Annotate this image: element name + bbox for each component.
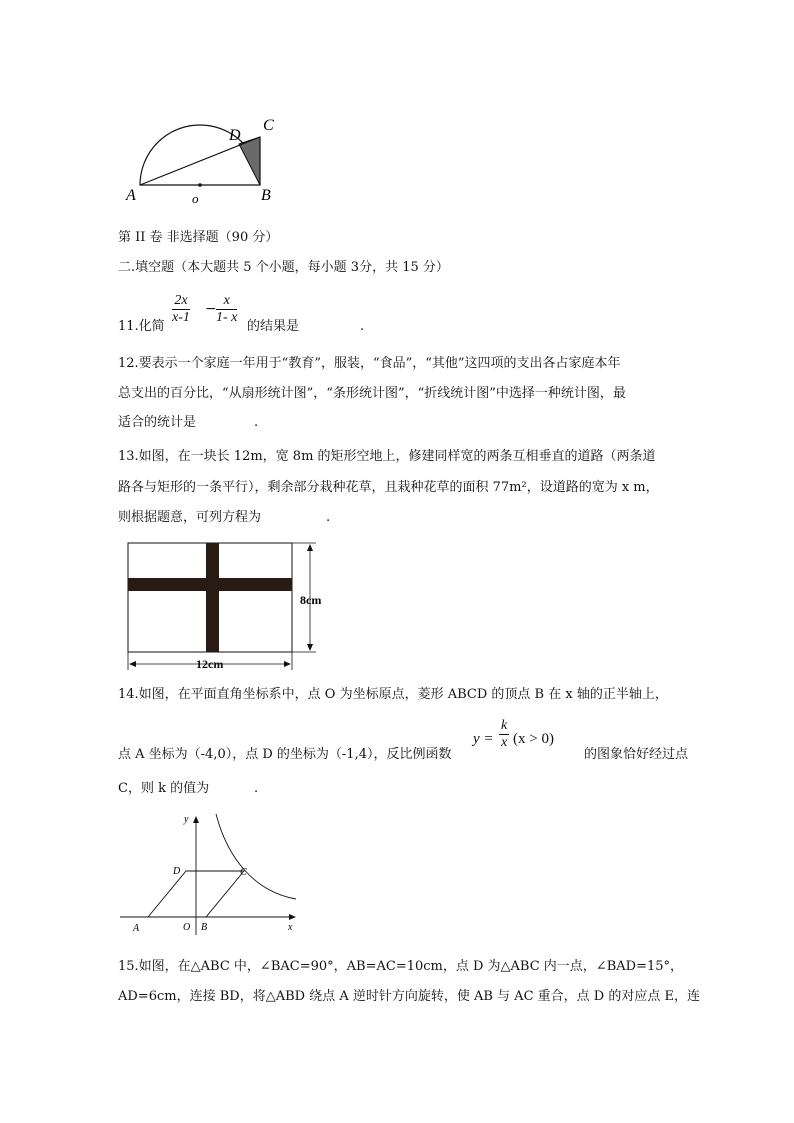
q12-line-3: 适合的统计是: [118, 415, 197, 430]
rhombus-coordinate-figure: [116, 810, 306, 940]
q13-line-1: 13.如图，在一块长 12m，宽 8m 的矩形空地上，修建同样宽的两条互相垂直的道路（两条道: [118, 449, 656, 464]
section-title: 第 II 卷 非选择题（90 分）: [118, 230, 279, 245]
q13-line-2: 路各与矩形的一条平行），剩余部分栽种花草，且栽种花草的面积 77m²，设道路的宽为 x m，: [118, 480, 659, 495]
part-heading: 二.填空题（本大题共 5 个小题，每小题 3分，共 15 分）: [118, 260, 449, 275]
q14-line-2a: 点 A 坐标为（-4,0），点 D 的坐标为（-1,4），反比例函数: [118, 747, 452, 762]
label-d: D: [229, 127, 241, 144]
q14-function-expression: y = $\frac{k}{x}$ (x > 0): [473, 718, 554, 750]
rectangle-road-figure: [120, 535, 340, 675]
q14-line-3: C，则 k 的值为: [118, 781, 210, 796]
q15-line-1: 15.如图，在△ABC 中，∠BAC=90°，AB=AC=10cm，点 D 为△ABC 内一点，∠BAD=15°，: [118, 959, 683, 974]
q14-line-2b: 的图象恰好经过点: [584, 747, 689, 762]
label-o: o: [192, 191, 199, 206]
q11-fraction-expression: $\frac{2x}{x-1}$ − $\frac{x}{1- x}$: [172, 293, 238, 325]
vertical-road: [206, 543, 219, 652]
q14-line-1: 14.如图，在平面直角坐标系中，点 O 为坐标原点，菱形 ABCD 的顶点 B 在 x 轴的正半轴上，: [118, 687, 668, 702]
label-c: C: [263, 117, 274, 134]
fig-label-o: O: [183, 922, 191, 933]
q11-prefix: 11.化简: [118, 319, 165, 334]
width-label: 12cm: [196, 657, 224, 671]
q12-end: .: [254, 415, 259, 430]
center-point-o: [198, 183, 202, 187]
fig-label-b: B: [201, 922, 208, 933]
q11-end: .: [360, 319, 365, 334]
q13-line-3: 则根据题意，可列方程为: [118, 510, 262, 525]
q12-line-1: 12.要表示一个家庭一年用于“教育”，服装，“食品”，“其他”这四项的支出各占家庭本年: [118, 356, 621, 371]
fig-label-d: D: [173, 866, 181, 877]
q12-line-2: 总支出的百分比，“从扇形统计图”，“条形统计图”，“折线统计图”中选择一种统计图，最: [118, 386, 626, 401]
q11-fraction-1: $\frac{2x}{x-1}$: [172, 293, 190, 325]
semicircle-figure: [118, 112, 288, 207]
q14-function-fraction: $\frac{k}{x}$: [501, 718, 508, 750]
fig-label-y: y: [184, 814, 189, 825]
fig-label-c: C: [240, 867, 247, 878]
label-b: B: [261, 187, 271, 204]
height-label: 8cm: [300, 593, 322, 607]
hyperbola-curve: [216, 814, 296, 899]
q14-end: .: [254, 781, 259, 796]
q13-end: .: [326, 510, 331, 525]
semicircle-arc: [140, 125, 260, 185]
q15-line-2: AD=6cm，连接 BD，将△ABD 绕点 A 逆时针方向旋转，使 AB 与 AC 重合，点 D 的对应点 E，连: [118, 989, 700, 1004]
label-a: A: [126, 187, 136, 204]
fig-label-a: A: [133, 923, 140, 934]
fig-label-x: x: [288, 922, 293, 933]
q11-suffix: 的结果是: [247, 319, 300, 334]
q11-fraction-2: $\frac{x}{1- x}$: [216, 293, 238, 325]
chord-ac: [140, 137, 260, 185]
